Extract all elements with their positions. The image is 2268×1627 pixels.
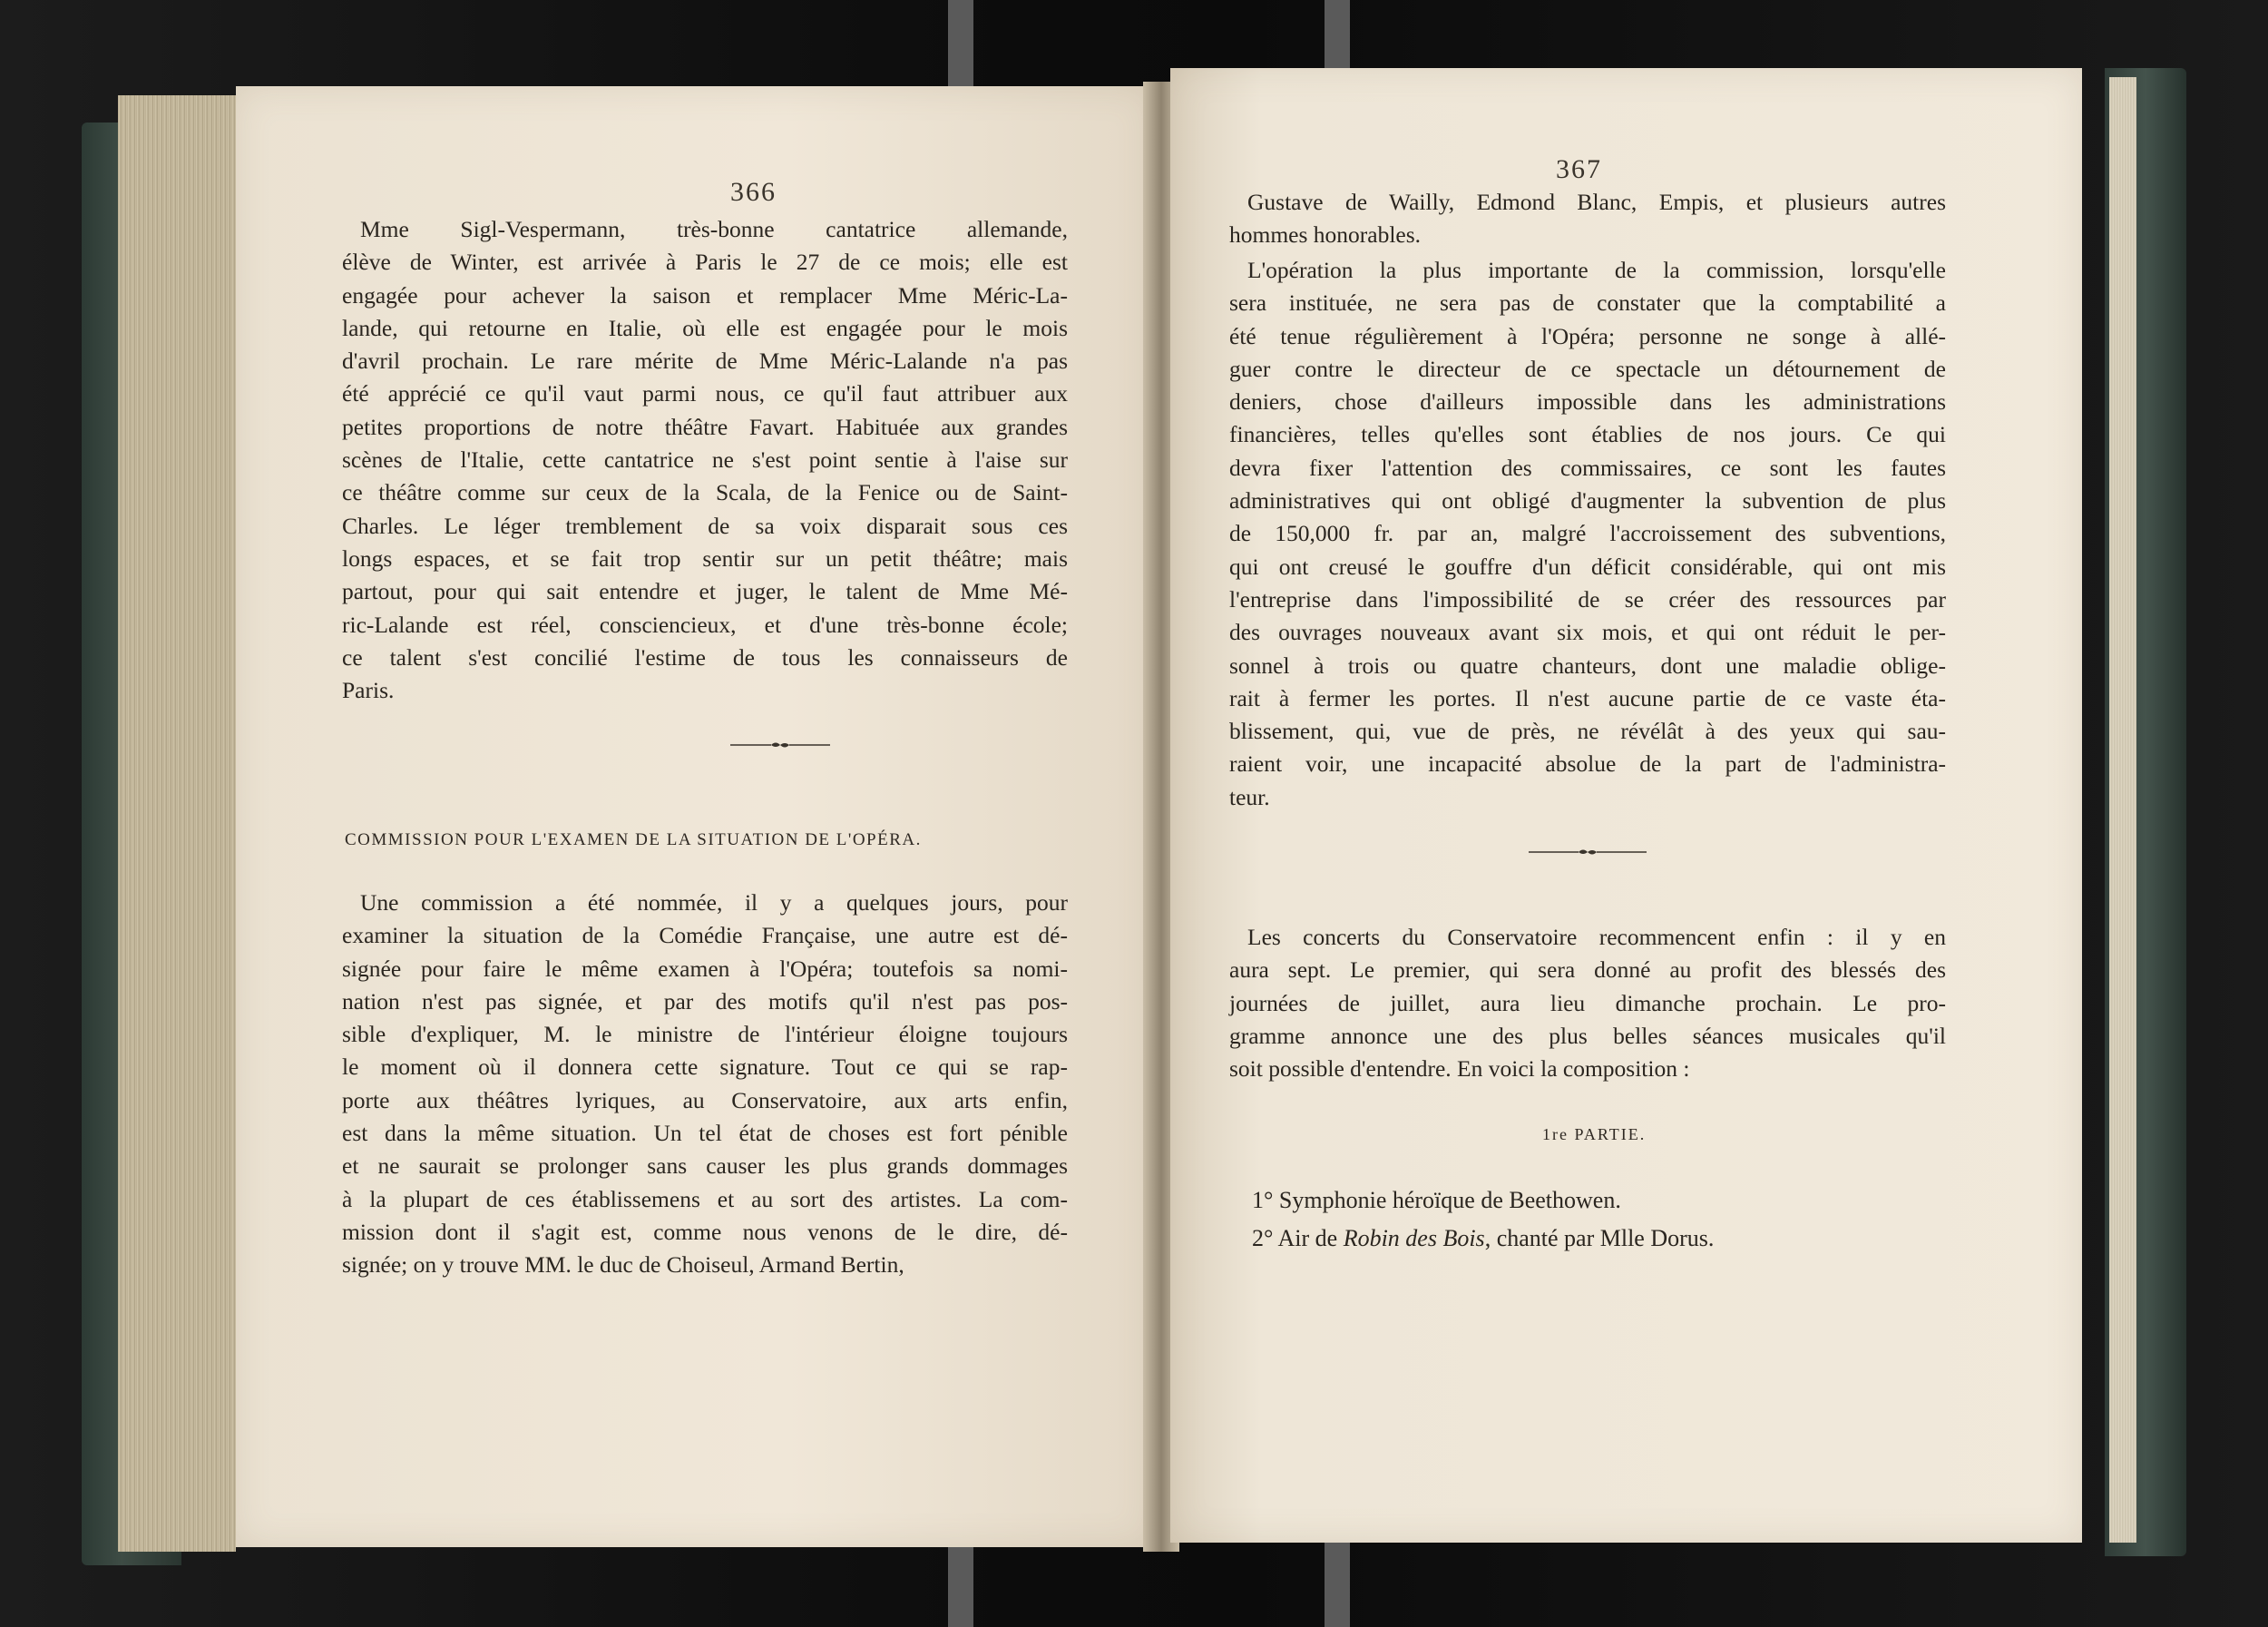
right-paragraph-2-line: L'opération la plus importante de la commission, lorsqu'elle [1247,257,1946,283]
right-paragraph-3-line: soit possible d'entendre. En voici la composition : [1229,1055,1690,1083]
open-book [82,68,2186,1565]
page-number-left: 366 [730,177,777,207]
left-paragraph-1-line: Charles. Le léger tremblement de sa voix disparait sous ces [342,512,1068,539]
left-paragraph-2-line: porte aux théâtres lyriques, au Conservatoire, aux arts enfin, [342,1086,1068,1113]
program-item-1-number: 1° [1252,1187,1274,1213]
program-item-1 [1252,1187,1621,1214]
left-paragraph-1 [342,213,1068,707]
left-paragraph-1-line: Mme Sigl-Vespermann, très-bonne cantatrice allemande, [360,216,1068,242]
page-edges-right [2109,77,2136,1543]
right-paragraph-2-line: deniers, chose d'ailleurs impossible dans les administrations [1229,388,1946,416]
program-item-2 [1252,1225,1714,1252]
right-paragraph-2-line: rait à fermer les portes. Il n'est aucune partie de ce vaste éta- [1229,684,1946,711]
right-paragraph-2 [1229,254,1946,814]
left-paragraph-1-line: lande, qui retourne en Italie, où elle est engagée pour le mois [342,314,1068,341]
right-paragraph-3-line: aura sept. Le premier, qui sera donné au profit des blessés des [1229,956,1946,984]
left-paragraph-1-line: ric-Lalande est réel, consciencieux, et d'une très-bonne école; [342,611,1068,638]
left-paragraph-2-line: mission dont il s'agit est, comme nous venons de le dire, dé- [342,1218,1068,1245]
section-heading: COMMISSION POUR L'EXAMEN DE LA SITUATION DE L'OPÉRA. [345,830,922,849]
part-heading: 1re PARTIE. [1542,1125,1647,1143]
program-item-1-text: Symphonie héroïque de Beethowen. [1278,1187,1621,1213]
page-edges-left [118,95,236,1552]
left-paragraph-1-line: Paris. [342,677,395,704]
left-paragraph-2-line: sible d'expliquer, M. le ministre de l'intérieur éloigne toujours [342,1021,1068,1048]
program-item-2-suffix: , chanté par Mlle Dorus. [1484,1225,1715,1251]
right-paragraph-3-line: Les concerts du Conservatoire recommencent enfin : il y en [1247,924,1946,950]
right-paragraph-2-line: administratives qui ont obligé d'augmenter la subvention de plus [1229,487,1946,515]
right-paragraph-3-line: journées de juillet, aura lieu dimanche prochain. Le pro- [1229,989,1946,1016]
right-page [1170,68,2082,1543]
right-paragraph-2-line: l'entreprise dans l'impossibilité de se créer des ressources par [1229,585,1946,613]
left-paragraph-1-line: ce talent s'est concilié l'estime de tous les connaisseurs de [342,643,1068,671]
right-paragraph-2-line: été tenue régulièrement à l'Opéra; personne ne songe à allé- [1229,322,1946,349]
right-paragraph-2-line: de 150,000 fr. par an, malgré l'accroissement des subventions, [1229,520,1946,547]
left-paragraph-2-line: est dans la même situation. Un tel état de choses est fort pénible [342,1120,1068,1147]
left-paragraph-2-line: le moment où il donnera cette signature. Tout ce qui se rap- [342,1054,1068,1081]
left-paragraph-1-line: d'avril prochain. Le rare mérite de Mme Méric-Lalande n'a pas [342,348,1068,375]
program-item-2-number: 2° [1252,1225,1274,1251]
right-paragraph-2-line: financières, telles qu'elles sont établies de nos jours. Ce qui [1229,421,1946,448]
left-paragraph-2 [342,887,1068,1282]
right-paragraph-3-line: gramme annonce une des plus belles séances musicales qu'il [1229,1022,1946,1049]
program-item-2-title: Robin des Bois [1343,1225,1485,1251]
left-paragraph-2-line: Une commission a été nommée, il y a quelques jours, pour [360,889,1068,916]
left-paragraph-1-line: petites proportions de notre théâtre Favart. Habituée aux grandes [342,413,1068,440]
right-paragraph-2-line: teur. [1229,783,1270,810]
left-paragraph-1-line: scènes de l'Italie, cette cantatrice ne s'est point sentie à l'aise sur [342,446,1068,474]
left-paragraph-1-line: partout, pour qui sait entendre et juger, le talent de Mme Mé- [342,578,1068,605]
program-item-2-prefix: Air de [1277,1225,1338,1251]
right-paragraph-2-line: sonnel à trois ou quatre chanteurs, dont une maladie oblige- [1229,652,1946,679]
right-paragraph-1-line: hommes honorables. [1229,221,1422,249]
right-paragraph-2-line: des ouvrages nouveaux avant six mois, et qui ont réduit le per- [1229,619,1946,646]
right-paragraph-3 [1229,921,1946,1085]
left-paragraph-2-line: à la plupart de ces établissemens et au sort des artistes. La com- [342,1185,1068,1212]
left-paragraph-1-line: élève de Winter, est arrivée à Paris le 27 de ce mois; elle est [342,249,1068,276]
right-paragraph-2-line: devra fixer l'attention des commissaires, ce sont les fautes [1229,454,1946,481]
left-paragraph-1-line: engagée pour achever la saison et remplacer Mme Méric-La- [342,281,1068,309]
right-paragraph-2-line: blissement, qui, vue de près, ne révélât à des yeux qui sau- [1229,718,1946,745]
right-paragraph-2-line: sera instituée, ne sera pas de constater que la comptabilité a [1229,289,1946,317]
left-paragraph-2-line: et ne saurait se prolonger sans causer les plus grands dommages [342,1152,1068,1180]
right-paragraph-2-line: guer contre le directeur de ce spectacle un détournement de [1229,355,1946,382]
ornament-divider-left [730,740,830,749]
right-paragraph-1-line: Gustave de Wailly, Edmond Blanc, Empis, et plusieurs autres [1247,189,1946,215]
right-paragraph-1 [1229,186,1946,252]
left-paragraph-1-line: ce théâtre comme sur ceux de la Scala, de la Fenice ou de Saint- [342,479,1068,506]
page-number-right: 367 [1556,154,1602,184]
left-paragraph-2-line: examiner la situation de la Comédie Française, une autre est dé- [342,922,1068,949]
left-paragraph-1-line: été apprécié ce qu'il vaut parmi nous, ce qu'il faut attribuer aux [342,380,1068,407]
left-page [236,86,1152,1547]
ornament-divider-right [1529,847,1647,856]
left-paragraph-2-line: nation n'est pas signée, et par des motifs qu'il n'est pas pos- [342,987,1068,1014]
left-paragraph-2-line: signée; on y trouve MM. le duc de Choiseul, Armand Bertin, [342,1251,904,1279]
right-paragraph-2-line: qui ont creusé le gouffre d'un déficit considérable, qui ont mis [1229,553,1946,580]
left-paragraph-1-line: longs espaces, et se fait trop sentir sur un petit théâtre; mais [342,544,1068,572]
left-paragraph-2-line: signée pour faire le même examen à l'Opéra; toutefois sa nomi- [342,955,1068,982]
right-paragraph-2-line: raient voir, une incapacité absolue de la part de l'administra- [1229,750,1946,778]
